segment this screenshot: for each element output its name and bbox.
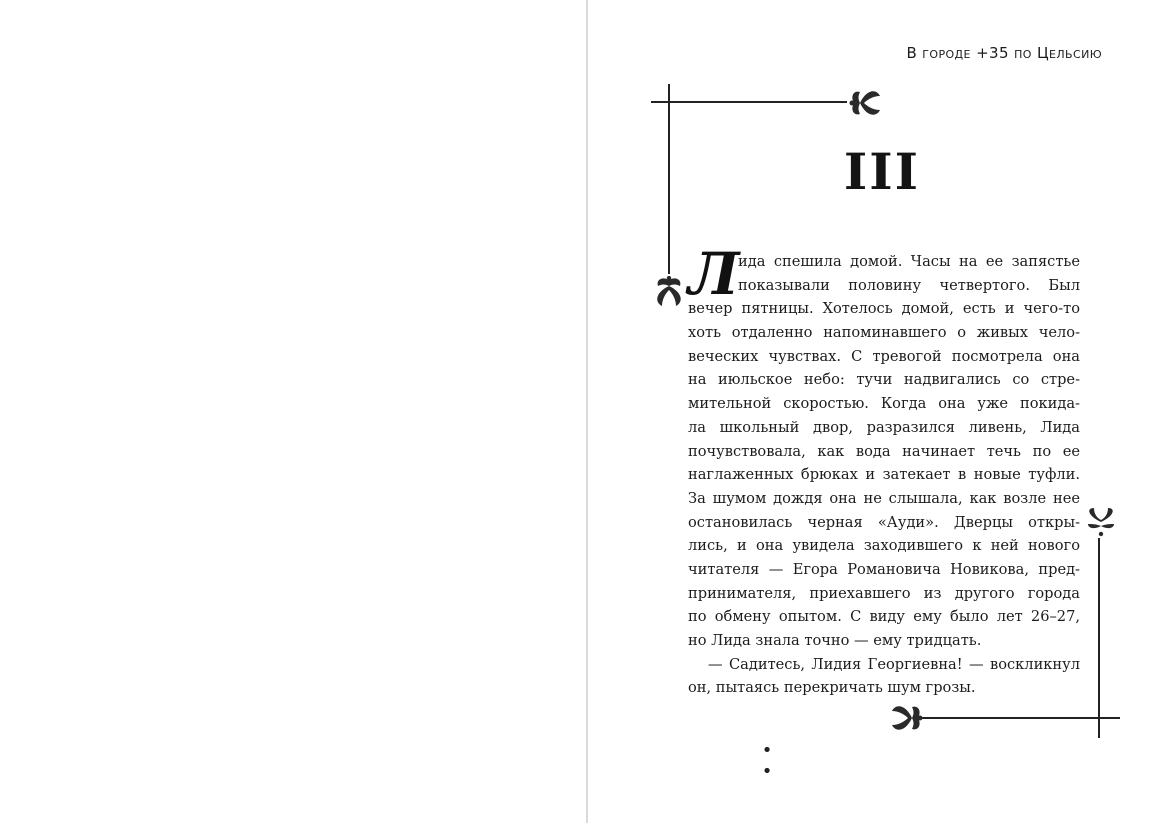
- text-line: лись, и она увидела заходившего к ней нового: [688, 537, 1080, 555]
- text-line: вечер пятницы. Хотелось домой, есть и чего-то: [688, 300, 1080, 318]
- text-line: на июльское небо: тучи надвигались со стре-: [688, 371, 1080, 389]
- fleuron-icon: [848, 84, 882, 122]
- text-line: хоть отдаленно напоминавшего о живых чело-: [688, 324, 1080, 342]
- text-line: ида спешила домой. Часы на ее запястье: [738, 253, 1080, 270]
- fleuron-icon: [890, 699, 924, 737]
- frame-top-line: [651, 101, 847, 103]
- text-line: остановилась черная «Ауди». Дверцы откры-: [688, 513, 1080, 531]
- running-head: В городе +35 по Цельсию: [906, 44, 1102, 62]
- text-line: За шумом дождя она не слышала, как возле нее: [688, 489, 1080, 507]
- frame-bottom-line: [922, 717, 1120, 719]
- chapter-number: III: [843, 142, 921, 201]
- text-line: он, пытаясь перекричать шум грозы.: [688, 679, 976, 697]
- text-line: показывали половину четвертого. Был: [738, 276, 1080, 294]
- page-marker: • •: [761, 740, 777, 782]
- text-line: — Садитесь, Лидия Георгиевна! — воскликнул: [708, 655, 1080, 673]
- text-line: наглаженных брюках и затекает в новые туфли.: [688, 466, 1080, 484]
- text-line: принимателя, приехавшего из другого города: [688, 584, 1080, 602]
- text-line: читателя — Егора Романовича Новикова, пред-: [688, 560, 1080, 578]
- fleuron-icon: [1082, 508, 1120, 542]
- text-line: по обмену опытом. С виду ему было лет 26–27,: [688, 608, 1080, 626]
- text-line: почувствовала, как вода начинает течь по ее: [688, 442, 1080, 460]
- text-line: веческих чувствах. С тревогой посмотрела она: [688, 347, 1080, 365]
- text-line: ла школьный двор, разразился ливень, Лида: [688, 418, 1080, 436]
- chapter-body: [688, 250, 1080, 700]
- drop-cap: Л: [688, 240, 740, 308]
- text-line: но Лида знала точно — ему тридцать.: [688, 632, 982, 649]
- frame-right-line: [1098, 538, 1100, 738]
- text-line: мительной скоростью. Когда она уже покида-: [688, 395, 1080, 413]
- frame-left-line: [668, 84, 670, 274]
- fleuron-icon: [650, 276, 688, 310]
